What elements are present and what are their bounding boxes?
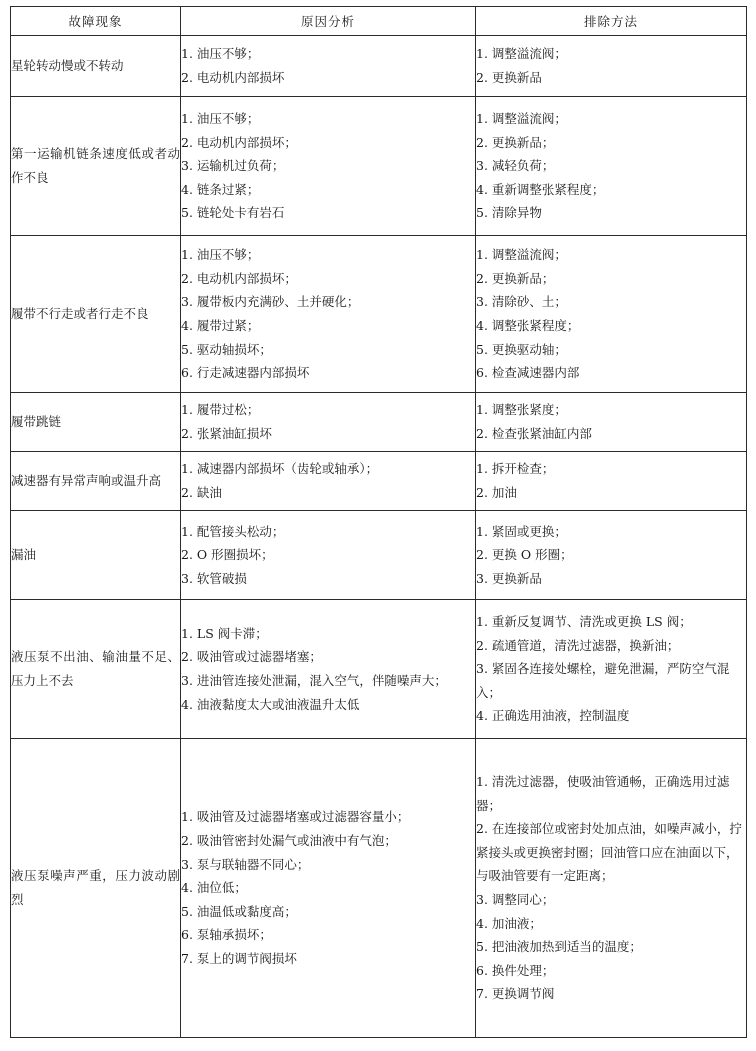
list-item: 4. 重新调整张紧程度；: [476, 181, 605, 197]
list-item: 1. 拆开检查；: [476, 461, 555, 477]
list-item: 3. 运输机过负荷；: [181, 158, 285, 174]
list-item: 2. 疏通管道，清洗过滤器，换新油；: [476, 637, 680, 653]
cause-cell: [181, 511, 476, 600]
remedy-list: [476, 107, 746, 225]
list-item: 3. 进油管连接处泄漏，混入空气，伴随噪声大；: [181, 673, 447, 688]
list-item: 4. 链条过紧；: [181, 181, 260, 197]
list-item: 2. O 形圈损坏；: [181, 547, 274, 563]
list-item: 3. 泵与联轴器不同心；: [181, 856, 310, 872]
list-item: 1. 履带过松；: [181, 402, 260, 418]
remedy-list: [476, 398, 746, 445]
list-item: 5. 把油液加热到适当的温度；: [476, 939, 642, 955]
list-item: 2. 在连接部位或密封处加点油，如噪声减小，拧紧接头或更换密封圈；回油管口应在油面以下，与吸油管要有一定距离；: [476, 821, 742, 884]
list-item: 1. 调整张紧度；: [476, 402, 567, 418]
list-item: 6. 行走减速器内部损坏: [181, 365, 310, 381]
list-item: 4. 正确选用油液，控制温度: [476, 708, 630, 724]
symptom-cell: 漏油: [11, 511, 181, 600]
list-item: 4. 履带过紧；: [181, 318, 260, 333]
table-row: [11, 739, 747, 1038]
list-item: 7. 更换调节阀: [476, 986, 555, 1002]
symptom-cell: 履带不行走或者行走不良: [11, 236, 181, 393]
list-item: 7. 泵上的调节阀损坏: [181, 950, 297, 966]
list-item: 1. 油压不够；: [181, 111, 260, 127]
header-remedy: 排除方法: [476, 7, 747, 36]
remedy-list: [476, 42, 746, 89]
table-row: [11, 236, 747, 393]
list-item: 6. 泵轴承损坏；: [181, 927, 272, 943]
list-item: 5. 更换驱动轴；: [476, 341, 567, 357]
list-item: 2. 更换新品: [476, 70, 542, 85]
list-item: 1. 重新反复调节、清洗或更换 LS 阀；: [476, 614, 692, 630]
remedy-list: [476, 243, 746, 385]
symptom-cell: 星轮转动慢或不转动: [11, 36, 181, 97]
list-item: 1. 调整溢流阀；: [476, 247, 567, 263]
list-item: 2. 缺油: [181, 485, 222, 500]
list-item: 2. 更换新品；: [476, 134, 555, 150]
list-item: 1. 油压不够；: [181, 46, 260, 62]
troubleshooting-table: [10, 6, 747, 1038]
list-item: 3. 履带板内充满砂、土并硬化；: [181, 294, 360, 310]
list-item: 1. 油压不够；: [181, 247, 260, 263]
table-body: [11, 36, 747, 1038]
list-item: 4. 加油液；: [476, 915, 542, 931]
remedy-cell: [476, 236, 747, 393]
list-item: 3. 更换新品: [476, 570, 542, 586]
table-row: [11, 97, 747, 236]
table-row: [11, 393, 747, 452]
symptom-cell: 液压泵不出油、输油量不足、压力上不去: [11, 600, 181, 739]
remedy-cell: [476, 511, 747, 600]
cause-list: [181, 622, 475, 716]
remedy-list: [476, 520, 746, 591]
list-item: 2. 张紧油缸损坏: [181, 426, 272, 441]
header-symptom: 故障现象: [11, 7, 181, 36]
list-item: 3. 减轻负荷；: [476, 158, 555, 174]
list-item: 2. 电动机内部损坏；: [181, 270, 297, 286]
list-item: 4. 油液黏度太大或油液温升太低: [181, 696, 360, 712]
list-item: 2. 电动机内部损坏；: [181, 134, 297, 150]
cause-cell: [181, 236, 476, 393]
list-item: 4. 调整张紧程度；: [476, 318, 580, 333]
cause-cell: [181, 36, 476, 97]
list-item: 6. 换件处理；: [476, 962, 555, 978]
symptom-cell: 第一运输机链条速度低或者动作不良: [11, 97, 181, 236]
remedy-list: [476, 770, 746, 1006]
remedy-cell: [476, 452, 747, 511]
header-row: [11, 7, 747, 36]
list-item: 4. 油位低；: [181, 880, 247, 896]
cause-list: [181, 457, 475, 504]
remedy-list: [476, 610, 746, 728]
list-item: 2. 电动机内部损坏: [181, 70, 285, 85]
symptom-cell: 履带跳链: [11, 393, 181, 452]
table-row: [11, 511, 747, 600]
remedy-cell: [476, 393, 747, 452]
list-item: 2. 更换 O 形圈；: [476, 547, 573, 563]
table-row: [11, 452, 747, 511]
cause-list: [181, 42, 475, 89]
remedy-cell: [476, 97, 747, 236]
list-item: 1. 减速器内部损坏（齿轮或轴承）；: [181, 461, 379, 477]
list-item: 5. 驱动轴损坏；: [181, 341, 272, 357]
cause-cell: [181, 97, 476, 236]
remedy-list: [476, 457, 746, 504]
list-item: 3. 紧固各连接处螺栓，避免泄漏，严防空气混入；: [476, 661, 730, 700]
cause-list: [181, 398, 475, 445]
cause-list: [181, 520, 475, 591]
list-item: 1. 吸油管及过滤器堵塞或过滤器容量小；: [181, 809, 410, 825]
list-item: 2. 吸油管密封处漏气或油液中有气泡；: [181, 833, 397, 849]
table-row: [11, 36, 747, 97]
cause-cell: [181, 393, 476, 452]
table-row: [11, 600, 747, 739]
list-item: 2. 吸油管或过滤器堵塞；: [181, 649, 322, 665]
list-item: 5. 油温低或黏度高；: [181, 903, 297, 919]
list-item: 1. 调整溢流阀；: [476, 46, 567, 62]
cause-cell: [181, 600, 476, 739]
remedy-cell: [476, 600, 747, 739]
cause-list: [181, 107, 475, 225]
list-item: 1. 清洗过滤器，使吸油管通畅，正确选用过滤器；: [476, 774, 730, 813]
cause-cell: [181, 452, 476, 511]
list-item: 3. 清除砂、土；: [476, 294, 567, 310]
cause-list: [181, 243, 475, 385]
symptom-cell: 液压泵噪声严重，压力波动剧烈: [11, 739, 181, 1038]
remedy-cell: [476, 36, 747, 97]
list-item: 2. 检查张紧油缸内部: [476, 426, 592, 441]
list-item: 1. 调整溢流阀；: [476, 111, 567, 127]
list-item: 2. 更换新品；: [476, 270, 555, 286]
list-item: 1. 紧固或更换；: [476, 523, 567, 539]
cause-list: [181, 805, 475, 970]
symptom-cell: 减速器有异常声响或温升高: [11, 452, 181, 511]
header-cause: 原因分析: [181, 7, 476, 36]
list-item: 5. 链轮处卡有岩石: [181, 205, 285, 221]
cause-cell: [181, 739, 476, 1038]
list-item: 6. 检查减速器内部: [476, 365, 580, 381]
remedy-cell: [476, 739, 747, 1038]
list-item: 1. 配管接头松动；: [181, 523, 285, 539]
list-item: 2. 加油: [476, 485, 517, 500]
list-item: 3. 调整同心；: [476, 892, 555, 907]
list-item: 5. 清除异物: [476, 205, 542, 221]
list-item: 1. LS 阀卡滞；: [181, 625, 268, 641]
list-item: 3. 软管破损: [181, 570, 247, 586]
